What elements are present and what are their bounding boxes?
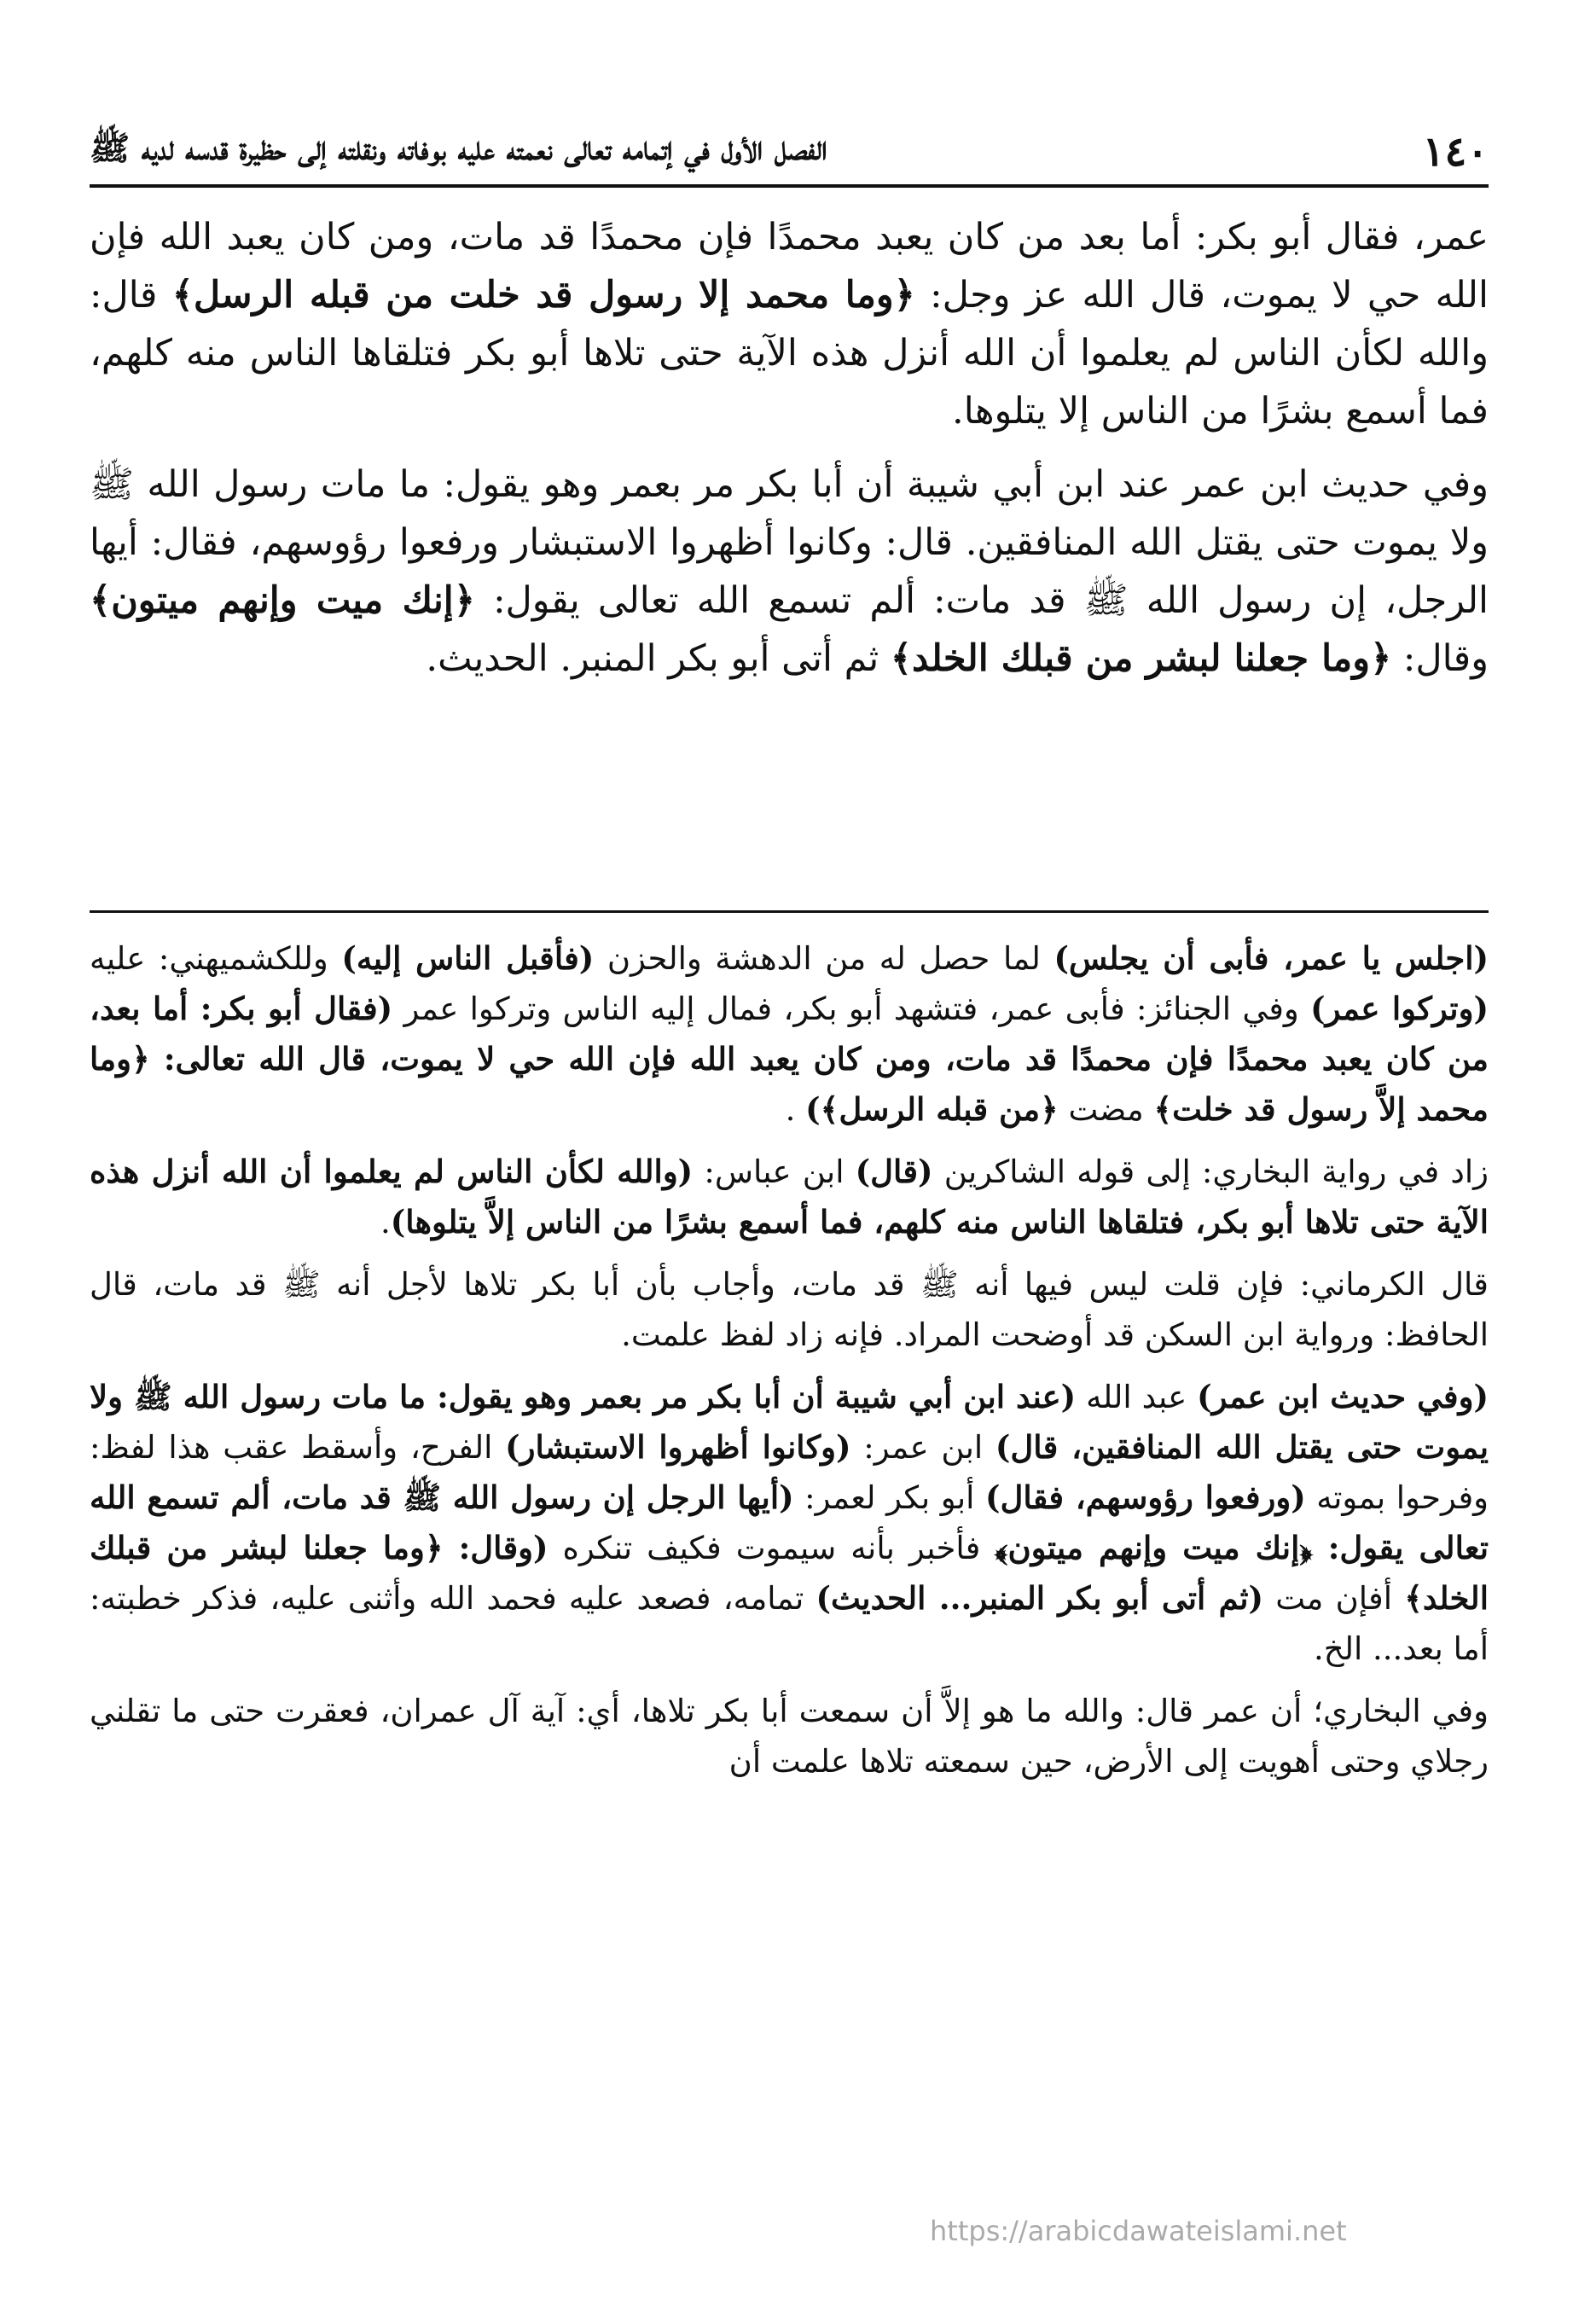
quran-verse: ﴿وما جعلنا لبشر من قبلك الخلد﴾	[890, 637, 1392, 680]
text-run: وقال:	[1391, 637, 1489, 680]
text-run: وفي حديث ابن عمر عند ابن أبي شيبة أن أبا بكر مر بعمر وهو يقول: ما مات رسول الله ﷺ ولا يموت حتى يقتل الله المنافقين. قال: وكانوا أظهروا الاستبشار ورفعوا رؤوسهم، فقال: أيها الرجل، إن رسول الله ﷺ قد مات: ألم تسمع الله تعالى يقول:	[90, 463, 1489, 622]
text-run: وللكشميهني: عليه	[90, 940, 342, 977]
text-run: مضت	[1058, 1091, 1154, 1128]
quoted-text: (ثم أتى أبو بكر المنبر... الحديث)	[816, 1579, 1264, 1617]
text-run: لما حصل له من الدهشة والحزن	[594, 940, 1054, 977]
commentary-paragraph	[90, 1259, 1489, 1360]
quoted-text: (والله لكأن الناس لم يعلموا أن الله أنزل هذه الآية حتى تلاها أبو بكر، فتلقاها الناس منه كلهم، فما أسمع بشرًا من الناس إلاَّ يتلوها)	[90, 1153, 1489, 1240]
quoted-text: (أيها الرجل إن رسول الله ﷺ قد مات، ألم تسمع الله تعالى يقول: ﴿إنك ميت وإنهم ميتون﴾	[90, 1479, 1489, 1566]
main-text	[90, 208, 1489, 703]
text-run: تمامه، فصعد عليه فحمد الله وأثنى عليه، فذكر خطبته: أما بعد... الخ.	[90, 1580, 1489, 1667]
quoted-text: (فأقبل الناس إليه)	[341, 939, 595, 977]
text-run: الفرح، وأسقط عقب هذا لفظ: وفرحوا بموته	[90, 1429, 1489, 1516]
commentary-paragraph	[90, 933, 1489, 1135]
text-run: .	[380, 1204, 391, 1240]
text-run: .	[785, 1091, 806, 1128]
text-run: ثم أتى أبو بكر المنبر. الحديث.	[426, 637, 891, 680]
header-rule	[90, 184, 1489, 188]
quran-verse: ﴿وما محمد إلا رسول قد خلت من قبله الرسل﴾	[171, 274, 915, 317]
quoted-text: (اجلس يا عمر، فأبى أن يجلس)	[1054, 939, 1489, 977]
page-number: ١٤٠	[1422, 128, 1489, 176]
quoted-text: (وقال: ﴿وما جعلنا لبشر من قبلك الخلد﴾	[90, 1529, 1489, 1617]
watermark-url: https://arabicdawateislami.net	[930, 2215, 1347, 2247]
commentary-paragraph	[90, 1686, 1489, 1787]
text-run: قال: والله لكأن الناس لم يعلموا أن الله أنزل هذه الآية حتى تلاها أبو بكر فتلقاها الناس منه كلهم، فما أسمع بشرًا من الناس إلا يتلوها.	[90, 274, 1489, 433]
text-run: ابن عباس:	[693, 1153, 856, 1190]
quoted-text: (فقال أبو بكر: أما بعد، من كان يعبد محمدًا فإن محمدًا قد مات، ومن كان يعبد الله فإن الله حي لا يموت، قال الله تعالى: ﴿وما محمد إلاَّ رسول قد خلت﴾	[90, 990, 1489, 1128]
footnote-rule	[90, 910, 1489, 913]
text-run: زاد في رواية البخاري: إلى قوله الشاكرين	[932, 1153, 1489, 1190]
text-run: أفإن مت	[1263, 1580, 1405, 1617]
text-run: قال الكرماني: فإن قلت ليس فيها أنه ﷺ قد مات، وأجاب بأن أبا بكر تلاها لأجل أنه ﷺ قد مات، قال الحافظ: ورواية ابن السكن قد أوضحت المراد. فإنه زاد لفظ علمت.	[90, 1266, 1489, 1353]
quoted-text: ﴿من قبله الرسل﴾)	[805, 1090, 1059, 1128]
main-paragraph	[90, 208, 1489, 440]
quoted-text: (عند ابن أبي شيبة أن أبا بكر مر بعمر وهو يقول: ما مات رسول الله ﷺ ولا يموت حتى يقتل الله المنافقين، قال)	[90, 1378, 1489, 1466]
commentary-text	[90, 933, 1489, 1798]
text-run: وفي الجنائز: فأبى عمر، فتشهد أبو بكر، فمال إليه الناس وتركوا عمر	[392, 991, 1311, 1027]
main-paragraph	[90, 456, 1489, 688]
running-header	[90, 124, 1489, 180]
commentary-paragraph	[90, 1147, 1489, 1247]
text-run: عمر، فقال أبو بكر: أما بعد من كان يعبد محمدًا فإن محمدًا قد مات، ومن كان يعبد الله فإن الله حي لا يموت، قال الله عز وجل:	[90, 216, 1489, 317]
commentary-paragraph	[90, 1372, 1489, 1674]
quoted-text: (وكانوا أظهروا الاستبشار)	[505, 1428, 851, 1466]
text-run: عبد الله	[1076, 1379, 1198, 1415]
quoted-text: (ورفعوا رؤوسهم، فقال)	[984, 1479, 1306, 1516]
text-run: أبو بكر لعمر:	[793, 1479, 985, 1516]
text-run: فأخبر بأنه سيموت فكيف تنكره	[548, 1530, 995, 1566]
quran-verse: ﴿إنك ميت وإنهم ميتون﴾	[90, 579, 475, 622]
quoted-text: (وفي حديث ابن عمر)	[1197, 1378, 1489, 1415]
chapter-title: الفصل الأول في إتمامه تعالى نعمته عليه بوفاته ونقلته إلى حظيرة قدسه لديه ﷺ	[90, 128, 827, 168]
quoted-text: (قال)	[855, 1153, 933, 1190]
text-run: ابن عمر:	[850, 1429, 995, 1466]
quoted-text: (وتركوا عمر)	[1310, 990, 1489, 1027]
text-run: وفي البخاري؛ أن عمر قال: والله ما هو إلاَّ أن سمعت أبا بكر تلاها، أي: آية آل عمران، فعقرت حتى ما تقلني رجلاي وحتى أهويت إلى الأرض، حين سمعته تلاها علمت أن	[90, 1693, 1489, 1780]
